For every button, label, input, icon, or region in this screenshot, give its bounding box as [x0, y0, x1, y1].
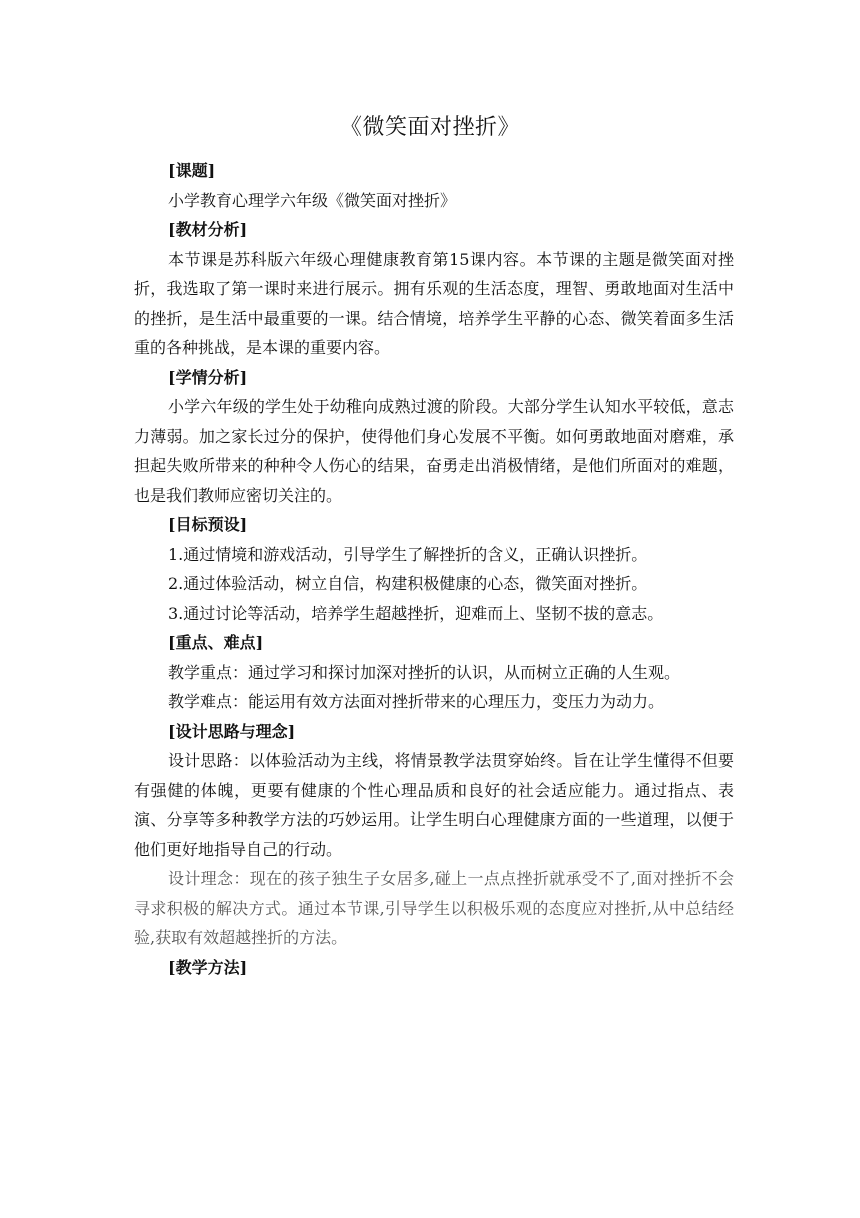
section-heading-student-analysis: [学情分析]: [168, 367, 248, 387]
goal-item: 3.通过讨论等活动，培养学生超越挫折，迎难而上、坚韧不拔的意志。: [168, 603, 664, 623]
document-title: 《微笑面对挫折》: [339, 115, 520, 140]
section-heading-key-points: [重点、难点]: [168, 633, 264, 652]
key-point-item: 教学重点：通过学习和探讨加深对挫折的认识，从而树立正确的人生观。: [168, 662, 681, 682]
design-concept-paragraph: 设计理念：现在的孩子独生子女居多,碰上一点点挫折就承受不了,面对挫折不会寻求积极的解决方式。通过本节课,引导学生以积极乐观的态度应对挫折,从中总结经验,获取有效超越挫折的方法。: [134, 869, 734, 947]
section-heading-teaching-methods: [教学方法]: [168, 957, 248, 977]
goal-item: 1.通过情境和游戏活动，引导学生了解挫折的含义，正确认识挫折。: [168, 544, 648, 564]
section-heading-topic: [课题]: [168, 161, 216, 180]
section-heading-goals: [目标预设]: [168, 515, 248, 534]
student-analysis-paragraph: 小学六年级的学生处于幼稚向成熟过渡的阶段。大部分学生认知水平较低，意志力薄弱。加之家长过分的保护，使得他们身心发展不平衡。如何勇敢地面对磨难，承担起失败所带来的种种令人伤心的结果，奋勇走出消极情绪，是他们所面对的难题，也是我们教师应密切关注的。: [134, 397, 734, 505]
difficult-point-item: 教学难点：能运用有效方法面对挫折带来的心理压力，变压力为动力。: [168, 692, 665, 711]
design-idea-paragraph: 设计思路：以体验活动为主线，将情景教学法贯穿始终。旨在让学生懂得不但要有强健的体魄，更要有健康的个性心理品质和良好的社会适应能力。通过指点、表演、分享等多种教学方法的巧妙运用。让学生明白心理健康方面的一些道理，以便于他们更好地指导自己的行动。: [134, 751, 734, 859]
document-body: [134, 156, 734, 982]
textbook-analysis-paragraph: 本节课是苏科版六年级心理健康教育第15课内容。本节课的主题是微笑面对挫折，我选取了第一课时来进行展示。拥有乐观的生活态度，理智、勇敢地面对生活中的挫折，是生活中最重要的一课。结合情境，培养学生平静的心态、微笑着面多生活重的各种挑战，是本课的重要内容。: [134, 249, 734, 357]
section-heading-textbook-analysis: [教材分析]: [168, 220, 248, 239]
goal-item: 2.通过体验活动，树立自信，构建积极健康的心态，微笑面对挫折。: [168, 574, 648, 593]
section-heading-design: [设计思路与理念]: [168, 721, 296, 741]
topic-text: 小学教育心理学六年级《微笑面对挫折》: [168, 190, 457, 210]
